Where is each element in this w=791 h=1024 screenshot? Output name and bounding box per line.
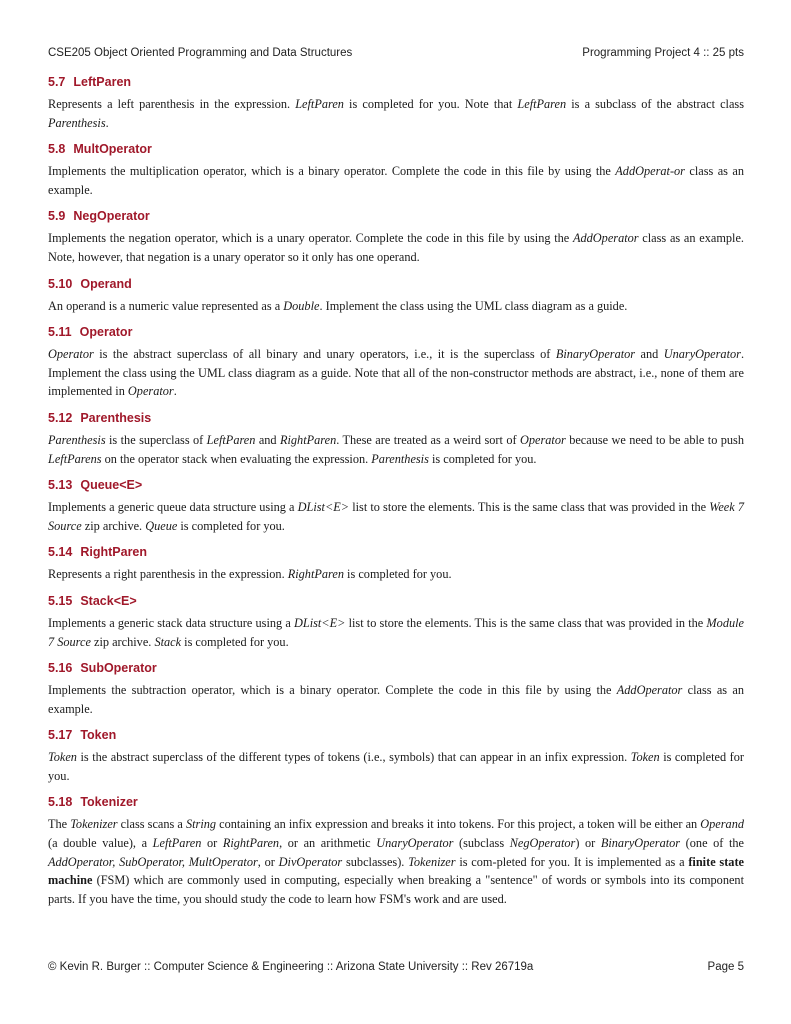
section-title: Token — [80, 728, 117, 743]
section-paragraph: Represents a left parenthesis in the expression. LeftParen is completed for you. Note that LeftParen is a subclass of the abstract class Parenthesis. — [48, 97, 745, 130]
section-heading — [48, 141, 744, 157]
section-paragraph: An operand is a numeric value represented as a Double. Implement the class using the UML class diagram as a guide. — [48, 298, 628, 313]
section-number: 5.8 — [48, 142, 66, 157]
section-heading — [48, 477, 744, 493]
section-title: NegOperator — [73, 209, 150, 224]
footer-copyright: © Kevin R. Burger :: Computer Science & Engineering :: Arizona State University :: Rev 26719a — [48, 961, 534, 973]
section-heading — [48, 660, 744, 676]
section-title: Parenthesis — [80, 410, 152, 425]
section-title: LeftParen — [73, 75, 132, 89]
section-heading — [48, 276, 744, 292]
page-footer — [48, 961, 744, 973]
section-5-14 — [48, 544, 744, 584]
section-number: 5.15 — [48, 593, 73, 608]
section-paragraph: Represents a right parenthesis in the expression. RightParen is completed for you. — [48, 567, 452, 582]
section-number: 5.10 — [48, 276, 73, 291]
section-title: RightParen — [80, 545, 148, 560]
section-heading — [48, 544, 744, 560]
section-paragraph: Implements the subtraction operator, which is a binary operator. Complete the code in this file by using the AddOperator class as an example. — [48, 683, 744, 716]
section-5-16 — [48, 660, 744, 718]
section-number: 5.7 — [48, 75, 66, 89]
page-number: Page 5 — [707, 961, 744, 973]
section-heading — [48, 410, 744, 426]
header-project: Programming Project 4 :: 25 pts — [582, 47, 744, 59]
section-5-11 — [48, 324, 744, 401]
section-number: 5.16 — [48, 661, 73, 676]
section-paragraph: Implements a generic stack data structure using a DList<E> list to store the elements. This is the same class that was provided in the Module 7 Source zip archive. Stack is completed for you. — [48, 615, 744, 649]
section-heading — [48, 727, 744, 743]
section-number: 5.11 — [48, 325, 72, 340]
section-title: Operator — [79, 325, 133, 340]
section-5-10 — [48, 276, 744, 316]
section-heading — [48, 208, 744, 224]
section-title: Stack<E> — [80, 593, 137, 608]
section-5-17 — [48, 727, 744, 785]
section-number: 5.14 — [48, 545, 73, 560]
section-heading — [48, 593, 744, 609]
section-paragraph: Implements the negation operator, which is a unary operator. Complete the code in this file by using the AddOperator class as an example. Note, however, that negation is a unary operator so it only has one operand. — [48, 231, 744, 264]
section-5-8 — [48, 141, 744, 199]
section-5-7 — [48, 74, 744, 132]
section-paragraph: Implements the multiplication operator, which is a binary operator. Complete the code in this file by using the AddOperat-or class as an example. — [48, 164, 744, 197]
section-title: Tokenizer — [80, 795, 138, 810]
section-5-13 — [48, 477, 744, 535]
section-title: Operand — [80, 276, 132, 291]
section-paragraph: Token is the abstract superclass of the different types of tokens (i.e., symbols) that can appear in an infix expression. Token is completed for you. — [48, 750, 745, 783]
section-heading — [48, 794, 744, 810]
header-course: CSE205 Object Oriented Programming and Data Structures — [48, 47, 353, 59]
section-title: SubOperator — [80, 661, 157, 676]
section-title: MultOperator — [73, 142, 152, 157]
section-number: 5.12 — [48, 410, 73, 425]
section-paragraph: The Tokenizer class scans a String containing an infix expression and breaks it into tokens. For this project, a token will be either an Operand (a double value), a LeftParen or RightParen, or an arithmetic UnaryOperator (subclass NegOperator) or BinaryOperator (one of the AddOperator, SubOperator, MultOperator, or DivOperator subclasses). Tokenizer is com-pleted for you. It is implemented as a finite state machine (FSM) which are commonly used in computing, especially when breaking a "sentence" of words or symbols into its component parts. If you have the time, you should study the code to learn how FSM's work and are used. — [48, 817, 745, 906]
section-5-12 — [48, 410, 744, 468]
section-number: 5.18 — [48, 795, 73, 810]
section-paragraph: Implements a generic queue data structure using a DList<E> list to store the elements. This is the same class that was provided in the Week 7 Source zip archive. Queue is completed for you. — [48, 500, 744, 533]
section-title: Queue<E> — [80, 478, 143, 493]
document-body — [48, 74, 744, 917]
section-5-15 — [48, 593, 744, 651]
section-number: 5.13 — [48, 478, 73, 493]
section-number: 5.9 — [48, 209, 66, 224]
page-header — [48, 47, 744, 59]
section-paragraph: Operator is the abstract superclass of all binary and unary operators, i.e., it is the superclass of BinaryOperator and UnaryOperator. Implement the class using the UML class diagram as a guide. Note that all of the non-constructor methods are abstract, i.e., none of them are implemented in Operator. — [48, 347, 745, 399]
section-paragraph: Parenthesis is the superclass of LeftParen and RightParen. These are treated as a weird sort of Operator because we need to be able to push LeftParens on the operator stack when evaluating the expression. Parenthesis is completed for you. — [48, 432, 744, 466]
section-5-18 — [48, 794, 744, 908]
section-heading — [48, 324, 744, 340]
section-heading — [48, 74, 744, 90]
section-5-9 — [48, 208, 744, 266]
section-number: 5.17 — [48, 728, 73, 743]
